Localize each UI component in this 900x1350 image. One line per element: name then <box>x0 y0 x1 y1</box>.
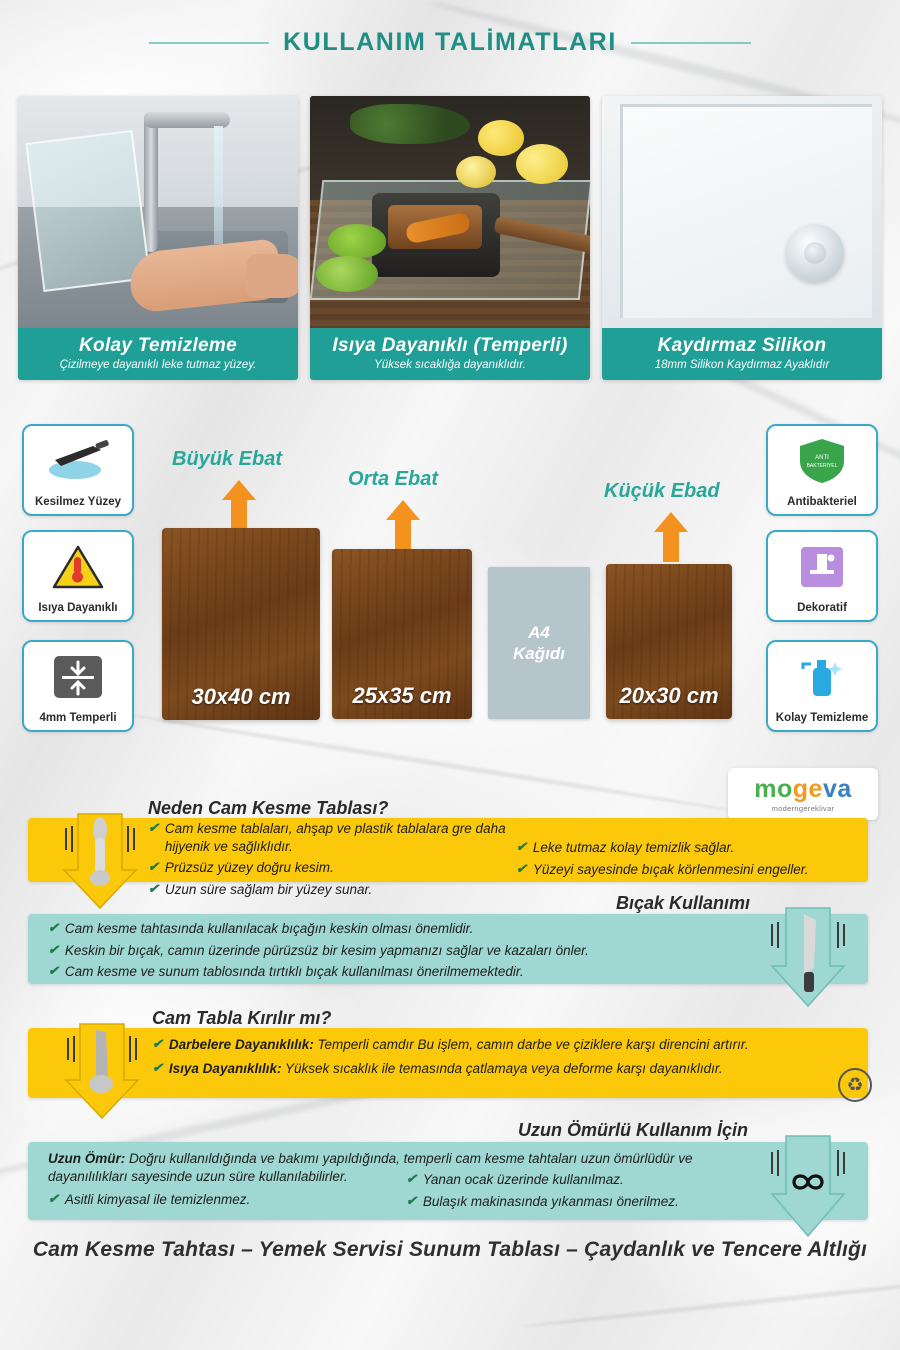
feature-card-title: Isıya Dayanıklı (Temperli) <box>332 335 568 356</box>
up-arrow-icon <box>386 500 420 550</box>
badge-label: Kolay Temizleme <box>775 712 869 724</box>
thermometer-warning-icon <box>24 532 132 602</box>
feature-card-subtitle: Yüksek sıcaklığa dayanıklıdır. <box>374 359 526 371</box>
a4-line2: Kağıdı <box>513 644 565 663</box>
a4-paper-reference <box>488 567 590 719</box>
list-item: ✔ Isıya Dayanıklılık: Yüksek sıcaklık ile temasında çatlamaya veya deforme karşı dayanıklıdır. <box>152 1059 723 1076</box>
list-item: ✔ Cam kesme tahtasında kullanılacak bıçağın keskin olması önemlidir. <box>48 920 474 936</box>
silicone-foot-closeup-photo <box>602 96 882 328</box>
feature-card-caption <box>602 328 882 380</box>
feature-cards <box>18 96 882 380</box>
section-title-break: Cam Tabla Kırılır mı? <box>152 1008 332 1028</box>
list-item: ✔ Prüzsüz yüzey doğru kesim. <box>148 859 334 876</box>
badge-heat-resistant <box>22 530 134 622</box>
hammer-arrow-icon <box>60 1022 144 1122</box>
svg-text:ANTI: ANTI <box>815 455 829 461</box>
list-item: ✔ Leke tutmaz kolay temizlik sağlar. <box>516 839 735 855</box>
break-list <box>152 1036 842 1077</box>
antibacterial-shield-icon <box>768 426 876 496</box>
feature-card-non-slip <box>602 96 882 380</box>
list-item: ✔ Keskin bir bıçak, camın üzerinde pürüzsüz bir kesim yapmanızı sağlar ve kazaları önler. <box>48 941 589 958</box>
feature-card-easy-clean <box>18 96 298 380</box>
up-arrow-icon <box>654 512 688 562</box>
badge-decorative <box>766 530 878 622</box>
section-title-knife-use: Bıçak Kullanımı <box>615 893 750 913</box>
board-large <box>162 528 320 720</box>
badge-label: 4mm Temperli <box>39 712 117 724</box>
feature-card-caption <box>310 328 590 380</box>
feature-card-caption <box>18 328 298 380</box>
board-small <box>606 564 732 719</box>
badge-easy-clean <box>766 640 878 732</box>
hot-pan-on-glass-board-photo <box>310 96 590 328</box>
badge-4mm-tempered <box>22 640 134 732</box>
feature-card-title: Kolay Temizleme <box>79 335 237 356</box>
marble-vein <box>521 1276 900 1329</box>
long-life-content <box>48 1150 748 1210</box>
page-title: KULLANIM TALİMATLARI <box>283 28 617 56</box>
spray-bottle-icon <box>768 642 876 712</box>
badge-label: Isıya Dayanıklı <box>38 602 118 614</box>
size-label-medium: Orta Ebat <box>348 468 439 490</box>
section-title-long-life: Uzun Ömürlü Kullanım İçin <box>517 1120 748 1140</box>
board-dimension: 20x30 cm <box>619 683 719 708</box>
size-label-large: Büyük Ebat <box>172 448 283 470</box>
knife-arrow-icon <box>764 906 852 1010</box>
up-arrow-icon <box>222 480 256 530</box>
list-item: ✔ Asitli kimyasal ile temizlenmez. <box>48 1191 251 1208</box>
infinity-arrow-icon <box>764 1134 852 1240</box>
long-life-lead: Uzun Ömür: Doğru kullanıldığında ve bakımı yapıldığında, temperli cam kesme tahtaları uzun ömürlüdür ve dayanılılıkları sayesinde uzun süre kullanılabilirler. <box>48 1151 693 1184</box>
logo-part-2: ge <box>792 775 823 803</box>
list-item: ✔ Cam kesme tablaları, ahşap ve plastik tablalara gre daha hijyenik ve sağlıklıdır. <box>148 820 506 854</box>
decorative-frame-icon <box>768 532 876 602</box>
section-title-why-glass: Neden Cam Kesme Tablası? <box>148 798 389 818</box>
header-rule-right <box>631 42 751 44</box>
brand-logo <box>728 768 878 820</box>
feature-card-heat-resistant <box>310 96 590 380</box>
badge-label: Kesilmez Yüzey <box>34 496 122 508</box>
page-header <box>0 28 900 57</box>
a4-line1: A4 <box>528 622 550 642</box>
list-item: ✔ Yanan ocak üzerinde kullanılmaz. <box>406 1171 624 1188</box>
recycle-icon: ♻ <box>838 1068 872 1102</box>
thickness-arrows-icon <box>24 642 132 712</box>
logo-tagline-1: modern <box>771 804 799 813</box>
list-item: ✔ Cam kesme ve sunum tablosında tırtıklı bıçak kullanılması önerilmemektedir. <box>48 963 524 980</box>
feature-card-subtitle: Çizilmeye dayanıklı leke tutmaz yüzey. <box>59 359 257 371</box>
why-glass-list-left <box>148 820 528 898</box>
badge-antibacterial <box>766 424 878 516</box>
logo-part-1: mo <box>754 775 793 803</box>
logo-tagline-2: gerekli <box>798 804 824 813</box>
knife-on-board-icon <box>24 426 132 496</box>
list-item: ✔ Yüzeyi sayesinde bıçak körlenmesini engeller. <box>516 860 809 877</box>
footer-text: Cam Kesme Tahtası – Yemek Servisi Sunum Tablası – Çaydanlık ve Tencere Altlığı <box>32 1238 868 1261</box>
board-medium <box>332 549 472 719</box>
knife-use-list <box>48 920 738 981</box>
board-dimension: 30x40 cm <box>191 684 291 709</box>
why-glass-list-right <box>516 839 856 878</box>
long-life-list-left <box>48 1191 388 1210</box>
list-item: ✔ Bulaşık makinasında yıkanması önerilmez. <box>406 1192 679 1209</box>
long-life-list-right <box>406 1171 746 1210</box>
list-item: ✔ Uzun süre sağlam bir yüzey sunar. <box>148 880 373 897</box>
badge-label: Antibakteriel <box>787 496 857 508</box>
board-dimension: 25x35 cm <box>352 683 452 708</box>
badge-label: Dekoratif <box>797 602 847 614</box>
size-label-small: Küçük Ebad <box>604 480 720 502</box>
badge-cut-resistant <box>22 424 134 516</box>
feature-card-title: Kaydırmaz Silikon <box>657 335 827 356</box>
header-rule-left <box>149 42 269 44</box>
list-item: ✔ Darbelere Dayanıklılık: Temperli camdır Bu işlem, camın darbe ve çiziklere karşı direncini artırır. <box>152 1036 749 1052</box>
feature-card-subtitle: 18mm Silikon Kaydırmaz Ayaklıdır <box>654 359 830 371</box>
sink-washing-glass-board-photo <box>18 96 298 328</box>
logo-part-3: va <box>822 775 852 803</box>
svg-text:BAKTERIYEL: BAKTERIYEL <box>806 463 838 469</box>
pestle-arrow-icon <box>60 812 140 912</box>
logo-tagline-3: var <box>823 804 835 813</box>
